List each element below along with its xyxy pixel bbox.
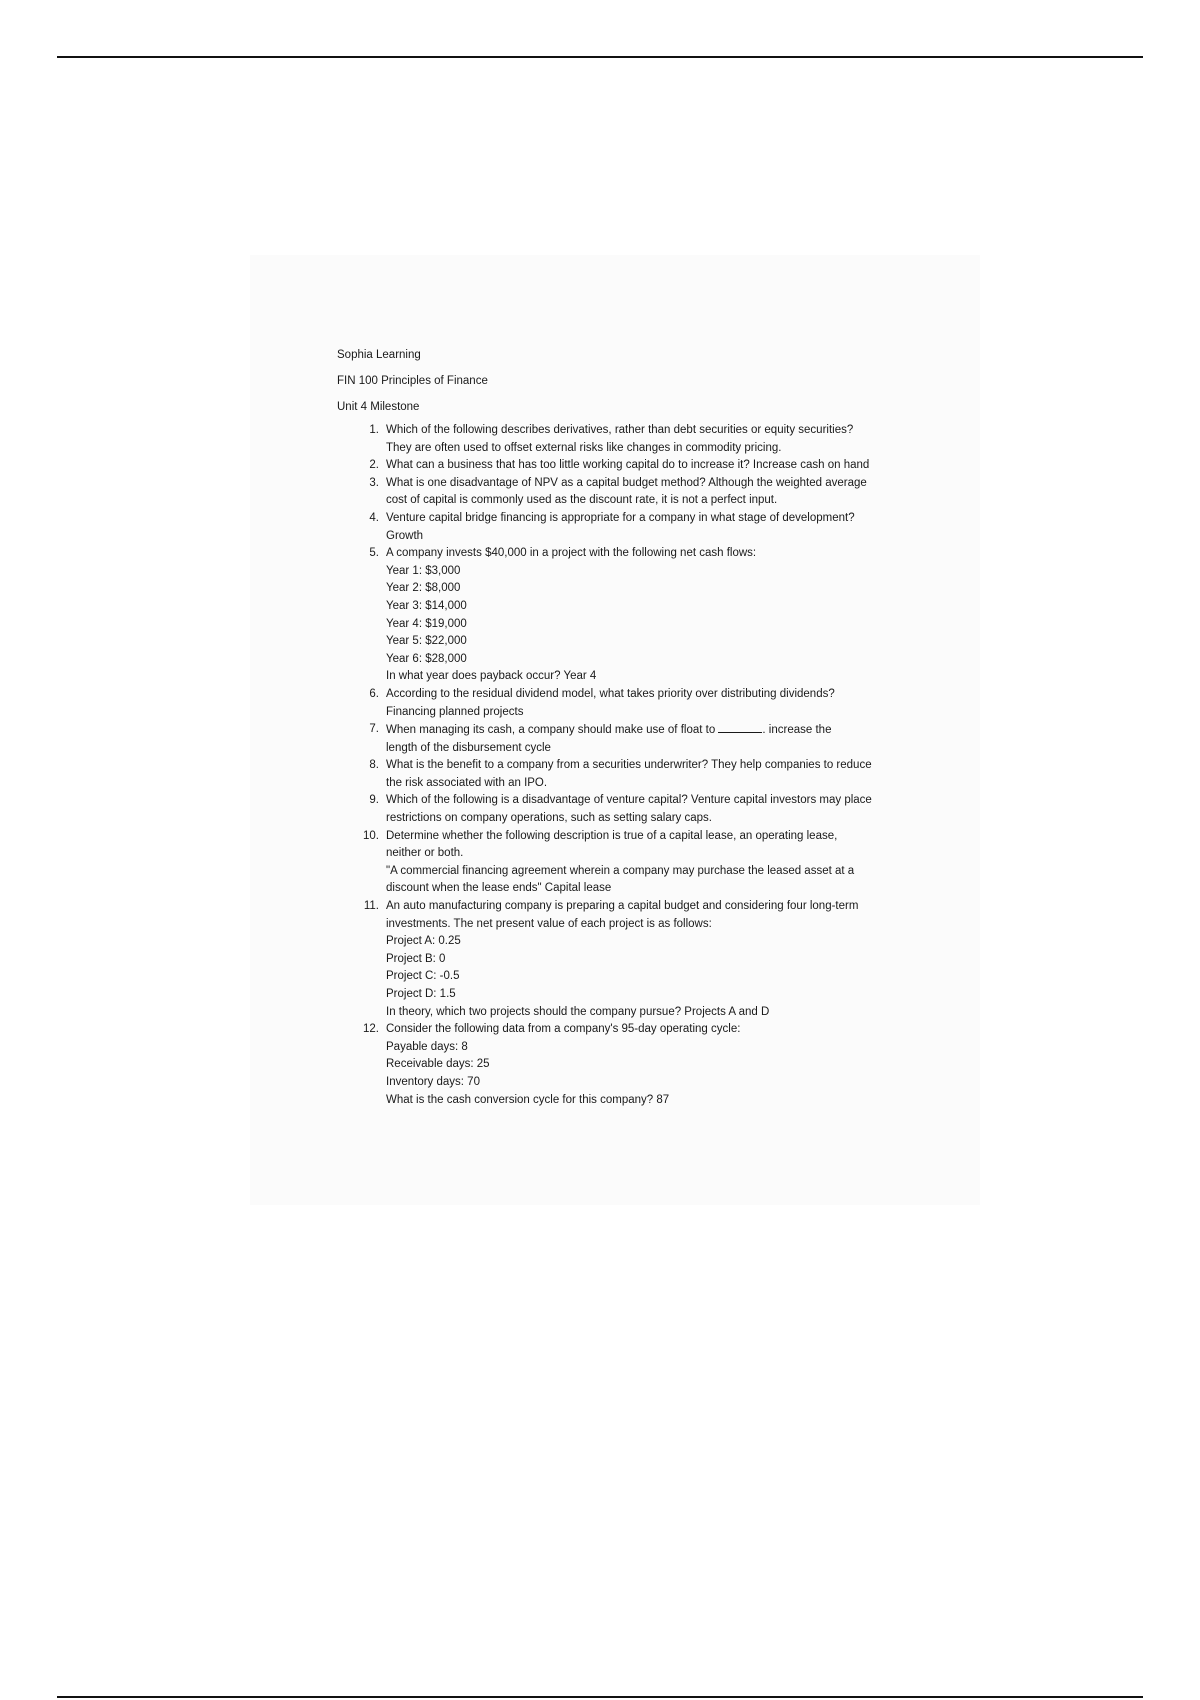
question-line: Year 4: $19,000	[386, 617, 467, 630]
question-text	[386, 475, 937, 510]
question-text	[386, 828, 937, 898]
question-line: Project C: -0.5	[386, 970, 460, 983]
org-name: Sophia Learning	[337, 349, 421, 361]
question-line: According to the residual dividend model, what takes priority over distributing dividends?	[386, 687, 835, 700]
question-line: Receivable days: 25	[386, 1058, 490, 1071]
question-line: cost of capital is commonly used as the discount rate, it is not a perfect input.	[386, 494, 778, 507]
question-line-start: When managing its cash, a company should make use of float to	[386, 724, 716, 737]
question-item	[357, 792, 937, 827]
question-text	[386, 898, 937, 1021]
question-text	[386, 510, 937, 545]
unit-title: Unit 4 Milestone	[337, 401, 420, 413]
question-number: 1.	[369, 424, 379, 436]
question-number: 11.	[363, 900, 379, 913]
question-item	[357, 828, 937, 898]
question-text	[386, 422, 937, 457]
question-line: investments. The net present value of each project is as follows:	[386, 917, 712, 930]
question-number: 8.	[369, 759, 379, 772]
question-line: Project B: 0	[386, 952, 446, 965]
question-line: the risk associated with an IPO.	[386, 776, 548, 789]
question-item	[357, 457, 937, 475]
question-line: Year 5: $22,000	[386, 635, 467, 648]
question-item	[357, 422, 937, 457]
question-line: Year 3: $14,000	[386, 599, 467, 612]
document-body	[337, 342, 937, 1109]
question-line: Determine whether the following description is true of a capital lease, an operating lease,	[386, 829, 838, 842]
question-line: Payable days: 8	[386, 1040, 468, 1053]
question-line: Project D: 1.5	[386, 988, 456, 1000]
question-number: 12.	[363, 1023, 379, 1036]
question-number: 4.	[369, 511, 379, 524]
question-line: Year 2: $8,000	[386, 582, 461, 595]
question-text	[386, 457, 937, 475]
fill-in-blank	[718, 721, 762, 733]
question-line: Consider the following data from a company's 95-day operating cycle:	[386, 1023, 741, 1036]
top-rule	[57, 56, 1143, 58]
question-line: "A commercial financing agreement wherein a company may purchase the leased asset at a	[386, 864, 855, 877]
question-number: 9.	[369, 794, 379, 807]
question-item	[357, 721, 937, 757]
question-line: restrictions on company operations, such as setting salary caps.	[386, 812, 712, 825]
question-number: 2.	[369, 459, 379, 472]
question-line: discount when the lease ends" Capital lease	[386, 882, 612, 895]
question-line: An auto manufacturing company is preparing a capital budget and considering four long-term	[386, 900, 859, 913]
question-line: In theory, which two projects should the company pursue? Projects A and D	[386, 1005, 770, 1018]
question-item	[357, 686, 937, 721]
question-line: They are often used to offset external risks like changes in commodity pricing.	[386, 441, 782, 454]
question-item	[357, 898, 937, 1021]
question-item	[357, 545, 937, 686]
question-line: Which of the following describes derivatives, rather than debt securities or equity securities?	[386, 424, 854, 436]
question-line: Venture capital bridge financing is appropriate for a company in what stage of development?	[386, 511, 855, 524]
question-text	[386, 757, 937, 792]
question-item	[357, 510, 937, 545]
question-text	[386, 721, 937, 757]
question-line: Financing planned projects	[386, 705, 524, 718]
question-line-end: . increase the	[762, 724, 832, 737]
question-list	[337, 422, 937, 1109]
question-line: A company invests $40,000 in a project with the following net cash flows:	[386, 547, 757, 560]
question-number: 3.	[369, 476, 379, 489]
question-text	[386, 545, 937, 686]
question-number: 5.	[369, 547, 379, 560]
question-text	[386, 792, 937, 827]
question-line: What is the cash conversion cycle for this company? 87	[386, 1093, 670, 1106]
question-line: What is one disadvantage of NPV as a capital budget method? Although the weighted average	[386, 476, 867, 489]
question-line: neither or both.	[386, 847, 464, 860]
question-item	[357, 1021, 937, 1109]
question-line: Growth	[386, 529, 424, 542]
question-line: In what year does payback occur? Year 4	[386, 670, 597, 683]
question-line	[386, 721, 937, 740]
question-item	[357, 757, 937, 792]
question-item	[357, 475, 937, 510]
question-line: Project A: 0.25	[386, 935, 461, 948]
question-line: What is the benefit to a company from a securities underwriter? They help companies to reduce	[386, 759, 872, 772]
bottom-rule	[57, 1696, 1143, 1698]
question-line: What can a business that has too little working capital do to increase it? Increase cash on hand	[386, 459, 870, 472]
question-text	[386, 1021, 937, 1109]
question-line: Inventory days: 70	[386, 1075, 480, 1088]
question-number: 6.	[369, 687, 379, 700]
question-line: Year 1: $3,000	[386, 564, 461, 577]
question-line: Year 6: $28,000	[386, 652, 467, 665]
question-number: 10.	[363, 829, 379, 842]
question-number: 7.	[369, 723, 379, 736]
question-line: length of the disbursement cycle	[386, 741, 551, 754]
question-text	[386, 686, 937, 721]
course-title: FIN 100 Principles of Finance	[337, 375, 488, 387]
question-line: Which of the following is a disadvantage of venture capital? Venture capital investors may place	[386, 794, 872, 807]
